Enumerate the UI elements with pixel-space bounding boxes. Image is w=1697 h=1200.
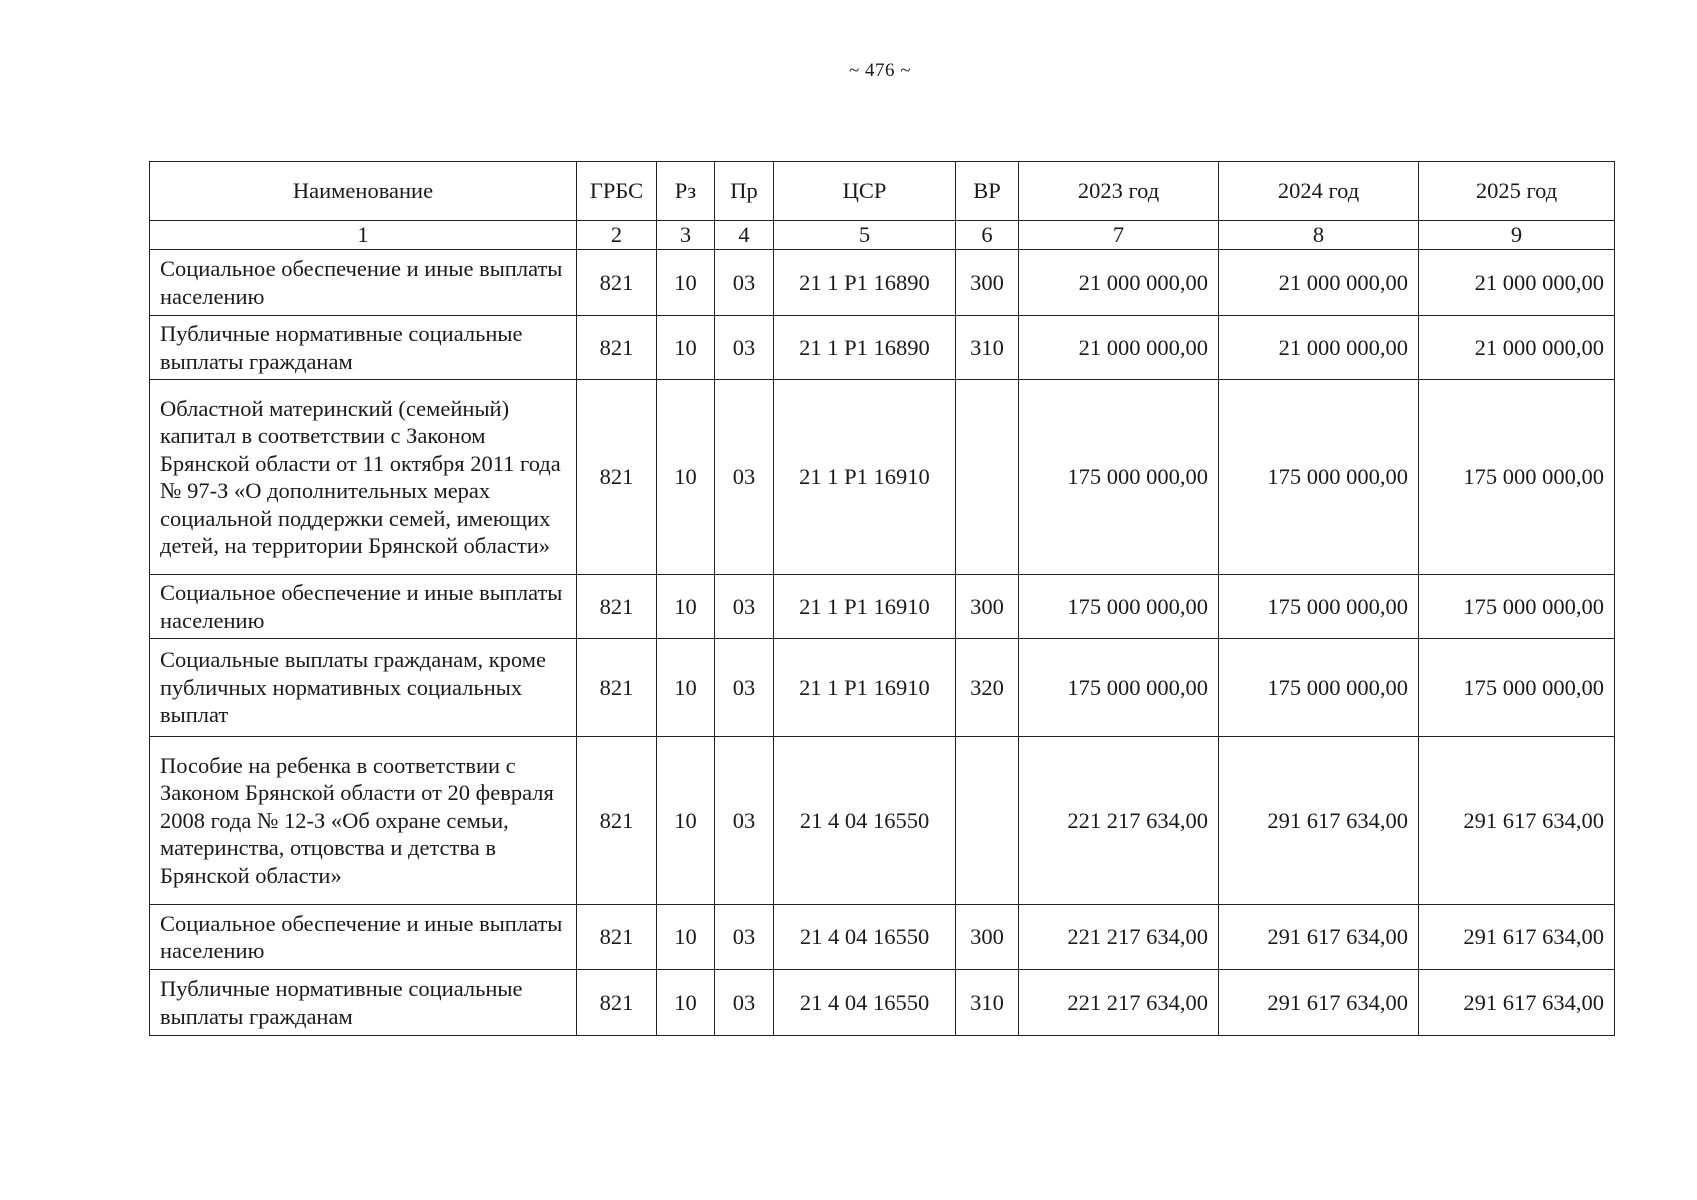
row-2024: 21 000 000,00 <box>1219 250 1419 316</box>
row-name: Социальное обеспечение и иные выплаты населению <box>150 575 577 639</box>
budget-table <box>149 161 1615 1036</box>
row-grbs: 821 <box>577 316 657 380</box>
row-vr: 300 <box>956 575 1019 639</box>
row-csr: 21 1 Р1 16890 <box>774 250 956 316</box>
row-2024: 175 000 000,00 <box>1219 639 1419 737</box>
row-grbs: 821 <box>577 250 657 316</box>
row-rz: 10 <box>657 380 715 575</box>
column-number: 7 <box>1019 221 1219 250</box>
row-vr <box>956 737 1019 905</box>
table-row <box>150 316 1615 380</box>
row-2025: 175 000 000,00 <box>1419 380 1615 575</box>
page-number: ~ 476 ~ <box>848 60 912 81</box>
row-pr: 03 <box>715 970 774 1036</box>
row-csr: 21 1 Р1 16910 <box>774 639 956 737</box>
row-pr: 03 <box>715 639 774 737</box>
row-name: Социальные выплаты гражданам, кроме публичных нормативных социальных выплат <box>150 639 577 737</box>
row-2023: 221 217 634,00 <box>1019 737 1219 905</box>
row-name: Публичные нормативные социальные выплаты гражданам <box>150 316 577 380</box>
column-number: 2 <box>577 221 657 250</box>
header-2024: 2024 год <box>1219 162 1419 221</box>
table-row <box>150 250 1615 316</box>
row-2023: 21 000 000,00 <box>1019 250 1219 316</box>
row-grbs: 821 <box>577 970 657 1036</box>
row-pr: 03 <box>715 380 774 575</box>
row-csr: 21 4 04 16550 <box>774 905 956 970</box>
row-grbs: 821 <box>577 737 657 905</box>
row-2024: 291 617 634,00 <box>1219 970 1419 1036</box>
row-2025: 175 000 000,00 <box>1419 575 1615 639</box>
row-2024: 175 000 000,00 <box>1219 575 1419 639</box>
table-row <box>150 380 1615 575</box>
row-2025: 175 000 000,00 <box>1419 639 1615 737</box>
row-2024: 175 000 000,00 <box>1219 380 1419 575</box>
table-row <box>150 737 1615 905</box>
row-2025: 291 617 634,00 <box>1419 905 1615 970</box>
row-2024: 21 000 000,00 <box>1219 316 1419 380</box>
row-2023: 221 217 634,00 <box>1019 970 1219 1036</box>
row-2025: 291 617 634,00 <box>1419 737 1615 905</box>
row-2023: 175 000 000,00 <box>1019 380 1219 575</box>
row-pr: 03 <box>715 737 774 905</box>
row-csr: 21 1 Р1 16890 <box>774 316 956 380</box>
row-vr <box>956 380 1019 575</box>
row-2023: 21 000 000,00 <box>1019 316 1219 380</box>
row-2023: 175 000 000,00 <box>1019 639 1219 737</box>
row-vr: 320 <box>956 639 1019 737</box>
row-csr: 21 1 Р1 16910 <box>774 380 956 575</box>
header-row <box>150 162 1615 221</box>
column-number: 8 <box>1219 221 1419 250</box>
row-2023: 175 000 000,00 <box>1019 575 1219 639</box>
column-number: 9 <box>1419 221 1615 250</box>
row-vr: 300 <box>956 250 1019 316</box>
row-name: Социальное обеспечение и иные выплаты населению <box>150 250 577 316</box>
column-number: 3 <box>657 221 715 250</box>
row-name: Публичные нормативные социальные выплаты гражданам <box>150 970 577 1036</box>
row-2025: 21 000 000,00 <box>1419 250 1615 316</box>
row-grbs: 821 <box>577 575 657 639</box>
row-rz: 10 <box>657 970 715 1036</box>
column-number-row <box>150 221 1615 250</box>
row-name: Пособие на ребенка в соответствии с Законом Брянской области от 20 февраля 2008 года № 12-З «Об охране семьи, материнства, отцовства и детства в Брянской области» <box>150 737 577 905</box>
row-csr: 21 4 04 16550 <box>774 970 956 1036</box>
column-number: 6 <box>956 221 1019 250</box>
header-csr: ЦСР <box>774 162 956 221</box>
header-rz: Рз <box>657 162 715 221</box>
row-grbs: 821 <box>577 905 657 970</box>
row-vr: 310 <box>956 970 1019 1036</box>
column-number: 5 <box>774 221 956 250</box>
row-rz: 10 <box>657 575 715 639</box>
header-grbs: ГРБС <box>577 162 657 221</box>
row-2025: 21 000 000,00 <box>1419 316 1615 380</box>
row-rz: 10 <box>657 737 715 905</box>
header-name: Наименование <box>150 162 577 221</box>
table-row <box>150 905 1615 970</box>
row-2025: 291 617 634,00 <box>1419 970 1615 1036</box>
row-grbs: 821 <box>577 380 657 575</box>
table-row <box>150 970 1615 1036</box>
row-rz: 10 <box>657 905 715 970</box>
row-name: Социальное обеспечение и иные выплаты населению <box>150 905 577 970</box>
row-pr: 03 <box>715 316 774 380</box>
header-pr: Пр <box>715 162 774 221</box>
row-2024: 291 617 634,00 <box>1219 905 1419 970</box>
header-2023: 2023 год <box>1019 162 1219 221</box>
table-row <box>150 639 1615 737</box>
column-number: 1 <box>150 221 577 250</box>
row-pr: 03 <box>715 250 774 316</box>
row-vr: 300 <box>956 905 1019 970</box>
row-2024: 291 617 634,00 <box>1219 737 1419 905</box>
row-2023: 221 217 634,00 <box>1019 905 1219 970</box>
row-csr: 21 4 04 16550 <box>774 737 956 905</box>
row-vr: 310 <box>956 316 1019 380</box>
row-rz: 10 <box>657 250 715 316</box>
row-pr: 03 <box>715 575 774 639</box>
table-row <box>150 575 1615 639</box>
row-name: Областной материнский (семейный) капитал в соответствии с Законом Брянской области от 11 октября 2011 года № 97-З «О дополнительных мерах социальной поддержки семей, имеющих детей, на территории Брянской области» <box>150 380 577 575</box>
row-pr: 03 <box>715 905 774 970</box>
row-rz: 10 <box>657 316 715 380</box>
row-csr: 21 1 Р1 16910 <box>774 575 956 639</box>
header-2025: 2025 год <box>1419 162 1615 221</box>
column-number: 4 <box>715 221 774 250</box>
header-vr: ВР <box>956 162 1019 221</box>
row-rz: 10 <box>657 639 715 737</box>
row-grbs: 821 <box>577 639 657 737</box>
